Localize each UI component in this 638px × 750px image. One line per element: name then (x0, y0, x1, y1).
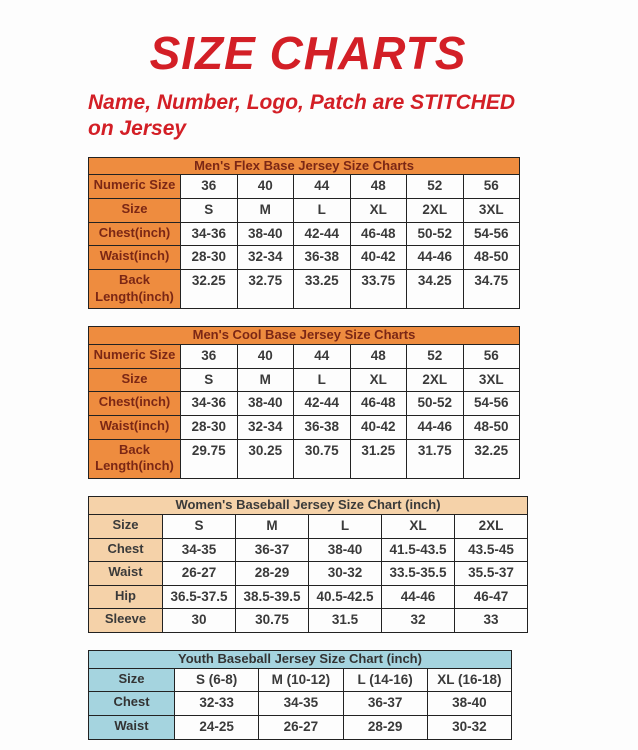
size-cell: 40.5-42.5 (309, 585, 382, 609)
table-row (89, 415, 520, 439)
size-cell: M (237, 368, 294, 392)
size-cell: 44 (294, 345, 351, 369)
size-cell: M (10-12) (259, 668, 343, 692)
size-cell: 48 (350, 175, 407, 199)
subtitle-line-1: Name, Number, Logo, Patch are STITCHED (88, 91, 516, 114)
size-cell: 34-35 (259, 692, 343, 716)
size-cell: XL (382, 515, 455, 539)
size-cell: 36-38 (294, 246, 351, 270)
row-label: Chest (89, 692, 175, 716)
size-cell: 30-32 (427, 716, 511, 740)
table-row (89, 198, 520, 222)
size-cell: 44-46 (382, 585, 455, 609)
size-cell: 30.25 (237, 439, 294, 479)
size-cell: 38-40 (427, 692, 511, 716)
size-cell: 32-33 (175, 692, 259, 716)
size-cell: 26-27 (259, 716, 343, 740)
size-cell: 46-48 (350, 222, 407, 246)
size-cell: 32.25 (463, 439, 520, 479)
row-label: Numeric Size (89, 345, 181, 369)
size-cell: 40-42 (350, 246, 407, 270)
size-cell: 28-29 (343, 716, 427, 740)
womens-baseball-table (88, 496, 528, 633)
size-cell: 46-47 (455, 585, 528, 609)
size-cell: 38-40 (309, 538, 382, 562)
row-label: Back Length(inch) (89, 269, 181, 309)
row-label: Waist(inch) (89, 415, 181, 439)
row-label: Size (89, 198, 181, 222)
table-row (89, 609, 528, 633)
size-cell: 31.5 (309, 609, 382, 633)
mens-flex-base-table (88, 157, 520, 310)
size-cell: 44-46 (407, 246, 464, 270)
table-row (89, 515, 528, 539)
size-cell: 30.75 (236, 609, 309, 633)
size-cell: 43.5-45 (455, 538, 528, 562)
size-cell: M (237, 198, 294, 222)
table-title: Youth Baseball Jersey Size Chart (inch) (89, 650, 512, 668)
youth-baseball-table (88, 650, 512, 740)
table-row (89, 668, 512, 692)
size-cell: 33.5-35.5 (382, 562, 455, 586)
size-cell: M (236, 515, 309, 539)
row-label: Waist(inch) (89, 246, 181, 270)
size-cell: 52 (407, 345, 464, 369)
row-label: Numeric Size (89, 175, 181, 199)
size-cell: L (294, 198, 351, 222)
size-cell: 36 (181, 345, 238, 369)
size-cell: 48 (350, 345, 407, 369)
table-row (89, 585, 528, 609)
size-cell: 50-52 (407, 222, 464, 246)
size-cell: 34-36 (181, 222, 238, 246)
size-cell: 40-42 (350, 415, 407, 439)
size-cell: 56 (463, 345, 520, 369)
table-row (89, 439, 520, 479)
size-cell: 2XL (407, 368, 464, 392)
size-cell: 44-46 (407, 415, 464, 439)
row-label: Hip (89, 585, 163, 609)
size-cell: 24-25 (175, 716, 259, 740)
size-cell: L (294, 368, 351, 392)
size-cell: 32.25 (181, 269, 238, 309)
size-cell: S (181, 368, 238, 392)
row-label: Chest(inch) (89, 222, 181, 246)
table-title: Men's Cool Base Jersey Size Charts (89, 327, 520, 345)
size-cell: L (14-16) (343, 668, 427, 692)
size-cell: 36-38 (294, 415, 351, 439)
size-cell: 34.75 (463, 269, 520, 309)
size-cell: 28-29 (236, 562, 309, 586)
row-label: Waist (89, 716, 175, 740)
table-row (89, 692, 512, 716)
table-row (89, 368, 520, 392)
size-cell: 36-37 (236, 538, 309, 562)
size-cell: 33 (455, 609, 528, 633)
size-cell: XL (350, 198, 407, 222)
page-title: SIZE CHARTS (149, 27, 467, 79)
content-column (88, 26, 528, 740)
size-cell: XL (16-18) (427, 668, 511, 692)
size-cell: 36.5-37.5 (163, 585, 236, 609)
size-cell: 32.75 (237, 269, 294, 309)
size-cell: L (309, 515, 382, 539)
size-cell: 38.5-39.5 (236, 585, 309, 609)
size-cell: 2XL (407, 198, 464, 222)
size-cell: S (6-8) (175, 668, 259, 692)
table-row (89, 538, 528, 562)
table-row (89, 246, 520, 270)
row-label: Chest (89, 538, 163, 562)
size-cell: 48-50 (463, 246, 520, 270)
size-cell: 54-56 (463, 222, 520, 246)
size-cell: 38-40 (237, 392, 294, 416)
size-cell: 54-56 (463, 392, 520, 416)
size-cell: 30.75 (294, 439, 351, 479)
table-row (89, 562, 528, 586)
size-cell: 34-36 (181, 392, 238, 416)
row-label: Size (89, 368, 181, 392)
table-row (89, 269, 520, 309)
table-title: Women's Baseball Jersey Size Chart (inch) (89, 497, 528, 515)
size-cell: 31.25 (350, 439, 407, 479)
size-tables-container (88, 157, 528, 740)
row-label: Chest(inch) (89, 392, 181, 416)
size-cell: 30 (163, 609, 236, 633)
size-cell: 31.75 (407, 439, 464, 479)
size-cell: 28-30 (181, 246, 238, 270)
table-row (89, 716, 512, 740)
size-cell: 41.5-43.5 (382, 538, 455, 562)
size-cell: 50-52 (407, 392, 464, 416)
size-cell: 32-34 (237, 415, 294, 439)
table-row (89, 392, 520, 416)
row-label: Size (89, 515, 163, 539)
size-cell: 32 (382, 609, 455, 633)
table-row (89, 222, 520, 246)
size-cell: S (163, 515, 236, 539)
size-cell: 26-27 (163, 562, 236, 586)
size-cell: 28-30 (181, 415, 238, 439)
size-cell: 42-44 (294, 222, 351, 246)
size-cell: XL (350, 368, 407, 392)
size-cell: 40 (237, 345, 294, 369)
size-cell: 35.5-37 (455, 562, 528, 586)
table-row (89, 345, 520, 369)
size-cell: 30-32 (309, 562, 382, 586)
row-label: Waist (89, 562, 163, 586)
size-cell: 56 (463, 175, 520, 199)
size-cell: 33.25 (294, 269, 351, 309)
size-cell: 36 (181, 175, 238, 199)
size-cell: 36-37 (343, 692, 427, 716)
size-cell: 40 (237, 175, 294, 199)
size-cell: 29.75 (181, 439, 238, 479)
size-cell: 46-48 (350, 392, 407, 416)
size-cell: 34.25 (407, 269, 464, 309)
row-label: Sleeve (89, 609, 163, 633)
subtitle-line-2: on Jersey (88, 117, 187, 141)
size-cell: 44 (294, 175, 351, 199)
table-title: Men's Flex Base Jersey Size Charts (89, 157, 520, 175)
size-cell: 42-44 (294, 392, 351, 416)
size-cell: 2XL (455, 515, 528, 539)
page-subtitle (88, 90, 528, 143)
size-cell: 52 (407, 175, 464, 199)
size-cell: 33.75 (350, 269, 407, 309)
table-row (89, 175, 520, 199)
size-cell: S (181, 198, 238, 222)
row-label: Back Length(inch) (89, 439, 181, 479)
size-cell: 38-40 (237, 222, 294, 246)
row-label: Size (89, 668, 175, 692)
size-cell: 48-50 (463, 415, 520, 439)
size-cell: 3XL (463, 198, 520, 222)
size-cell: 32-34 (237, 246, 294, 270)
mens-cool-base-table (88, 326, 520, 479)
size-cell: 3XL (463, 368, 520, 392)
size-cell: 34-35 (163, 538, 236, 562)
